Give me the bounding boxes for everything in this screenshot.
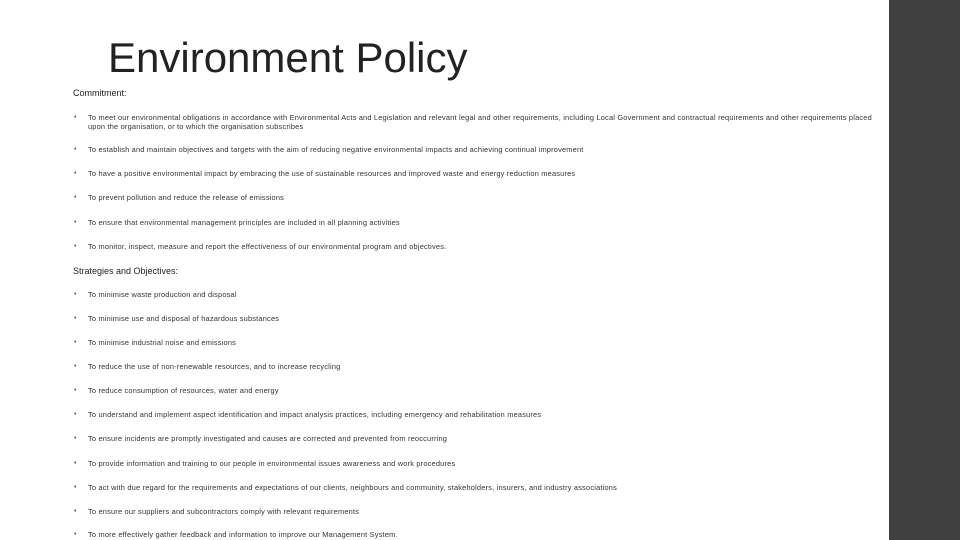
list-item: To understand and implement aspect identification and impact analysis practices, including emergency and rehabilitation measures [88,410,542,419]
list-item: To have a positive environmental impact by embracing the use of sustainable resources and improved waste and energy reduction measures [88,169,576,178]
list-item: To more effectively gather feedback and information to improve our Management System. [88,530,398,539]
list-item: To minimise use and disposal of hazardous substances [88,314,280,323]
list-item: To ensure incidents are promptly investigated and causes are corrected and prevented from reoccurring [88,434,448,443]
bullet-icon: • [74,194,77,201]
list-item: To monitor, inspect, measure and report the effectiveness of our environmental program and objectives. [88,242,447,251]
bullet-icon: • [74,339,77,346]
bullet-icon: • [74,146,77,153]
page-title: Environment Policy [108,34,468,81]
list-item: To prevent pollution and reduce the release of emissions [88,193,285,202]
bullet-icon: • [74,460,77,467]
bullet-icon: • [74,508,77,515]
list-item: To minimise industrial noise and emissions [88,338,237,347]
list-item: To meet our environmental obligations in accordance with Environmental Acts and Legislation and relevant legal and other requirements, including Local Government and contractual requirements and other requirements placed upon the organisation, or to which the organisation subscribes [88,113,872,131]
list-item: To establish and maintain objectives and targets with the aim of reducing negative environmental impacts and achieving continual improvement [88,145,584,154]
bullet-icon: • [74,435,77,442]
bullet-icon: • [74,315,77,322]
bullet-icon: • [74,219,77,226]
list-item: To ensure that environmental management principles are included in all planning activities [88,218,400,227]
bullet-icon: • [74,411,77,418]
list-item: To ensure our suppliers and subcontractors comply with relevant requirements [88,507,360,516]
bullet-icon: • [74,170,77,177]
list-item: To reduce the use of non-renewable resources, and to increase recycling [88,362,341,371]
bullet-icon: • [74,387,77,394]
strategies-heading: Strategies and Objectives: [73,266,179,276]
bullet-icon: • [74,363,77,370]
list-item: To provide information and training to our people in environmental issues awareness and work procedures [88,459,456,468]
bullet-icon: • [74,291,77,298]
bullet-icon: • [74,243,77,250]
list-item: To act with due regard for the requirements and expectations of our clients, neighbours and community, stakeholders, insurers, and industry associations [88,483,617,492]
bullet-icon: • [74,484,77,491]
bullet-icon: • [74,531,77,538]
commitment-heading: Commitment: [73,88,127,98]
list-item: To reduce consumption of resources, water and energy [88,386,279,395]
right-sidebar-bar [889,0,960,540]
list-item: To minimise waste production and disposal [88,290,237,299]
bullet-icon: • [74,114,77,121]
